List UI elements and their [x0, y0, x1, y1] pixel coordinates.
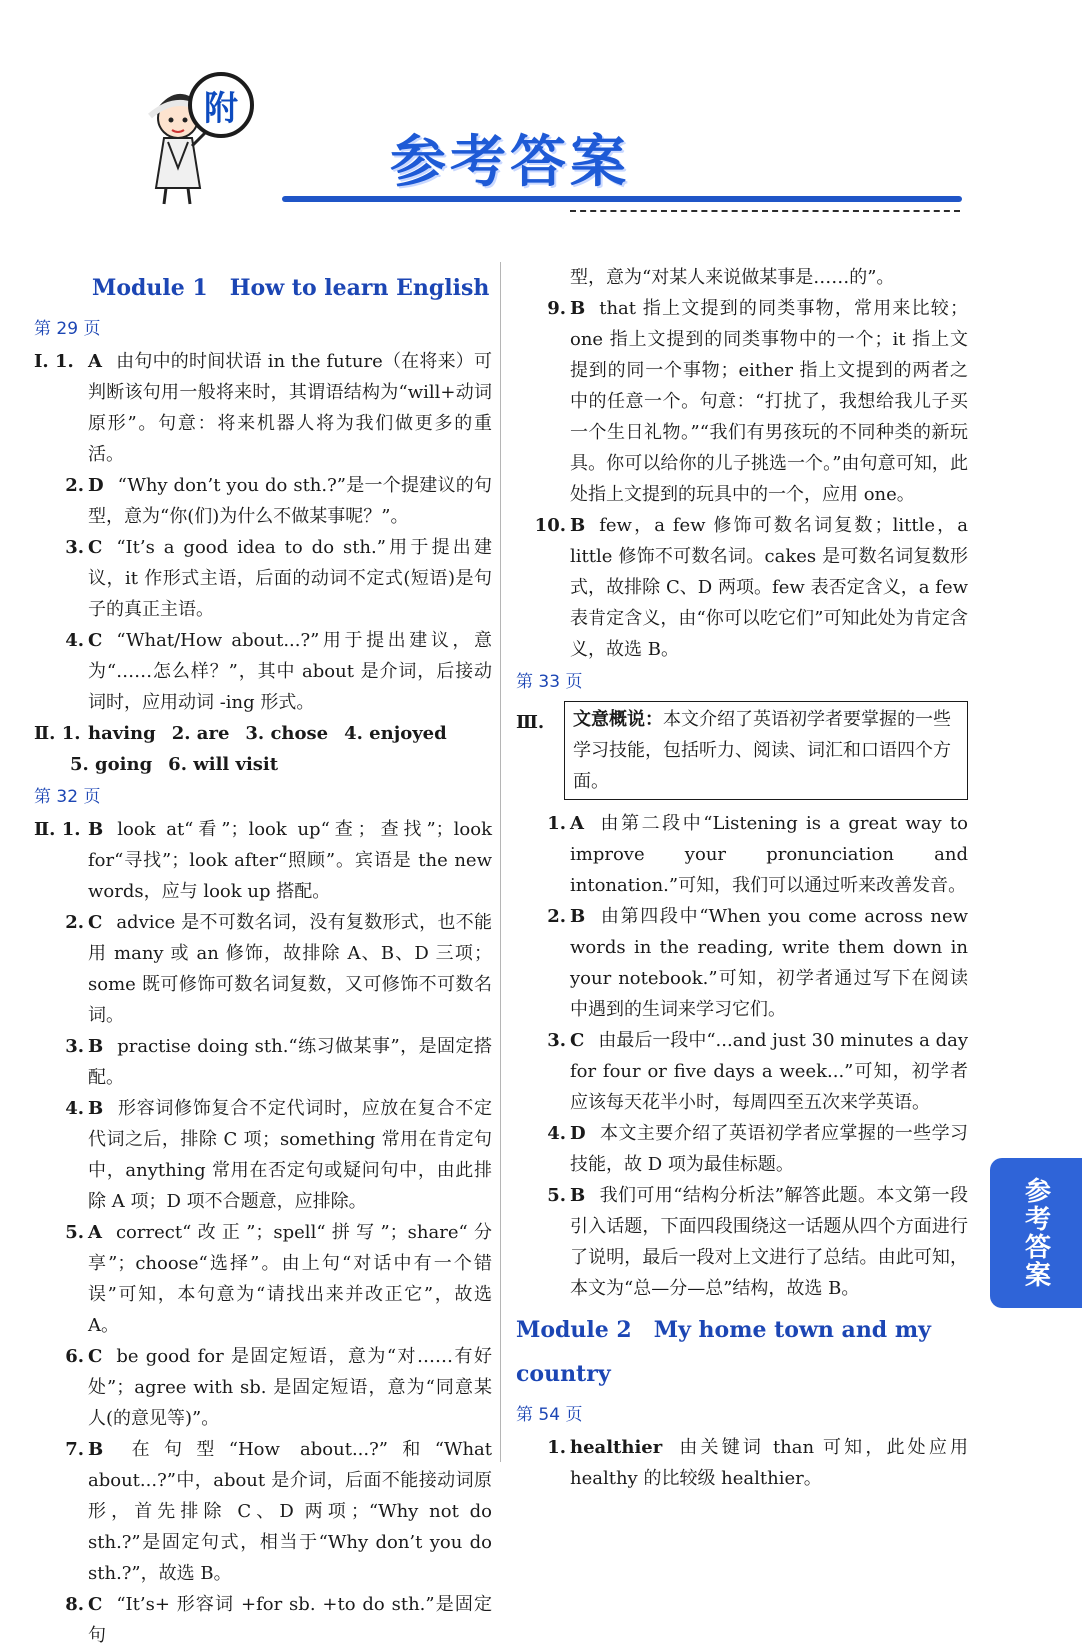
question-number: 5.	[65, 1222, 84, 1243]
module-name: How to learn English	[229, 275, 490, 301]
answer-word: healthier	[570, 1437, 663, 1458]
explanation: 由最后一段中“...and just 30 minutes a day for four or five days a week...”可知，初学者应该每天花半小时，每周四至五次来学英语。	[570, 1030, 968, 1113]
answer-item	[34, 625, 492, 718]
appendix-badge: 附	[188, 72, 254, 138]
page-label-29: 第 29 页	[34, 319, 101, 339]
module-number: Module 1	[92, 275, 208, 301]
question-number: 3.	[65, 1036, 84, 1057]
explanation: 由第二段中“Listening is a great way to improve your pronunciation and intonation.”可知，我们可以通过听来改善发音。	[570, 813, 968, 896]
module-number: Module 2	[516, 1317, 632, 1343]
answer-letter: A	[88, 351, 102, 372]
question-number: 4.	[65, 1098, 84, 1119]
answer-letter: B	[570, 298, 586, 319]
question-number: 10.	[534, 515, 566, 536]
question-number: 3.	[547, 1030, 566, 1051]
explanation: 形容词修饰复合不定代词时，应放在复合不定代词之后，排除 C 项；something 常用在肯定句中，anything 常用在否定句或疑问句中，由此排除 A 项；D 项不合题意，应排除。	[88, 1098, 492, 1212]
column-divider	[500, 262, 501, 1462]
explanation: 型，意为“对某人来说做某事是……的”。	[570, 267, 895, 288]
answer-item	[34, 346, 492, 470]
explanation: 由第四段中“When you come across new words in the reading, write them down in your notebook.”可知，初学者通过写下在阅读中遇到的生词来学习它们。	[570, 906, 968, 1020]
answer-item	[34, 1434, 492, 1589]
answer-item	[516, 1025, 968, 1118]
answer-item	[516, 1118, 968, 1180]
answer-item	[34, 1341, 492, 1434]
explanation: “What/How about...?”用于提出建议，意为“……怎么样？”，其中 about 是介词，后接动词时，应用动词 -ing 形式。	[88, 630, 492, 713]
module-2-title	[516, 1308, 968, 1396]
answer-letter: B	[88, 1098, 104, 1119]
side-tab-label: 参考答案	[1020, 1177, 1051, 1289]
page-label-33: 第 33 页	[516, 672, 583, 692]
answer-letter: C	[88, 912, 103, 933]
question-number: 9.	[547, 298, 566, 319]
explanation: few，a few 修饰可数名词复数；little，a little 修饰不可数名词。cakes 是可数名词复数形式，故排除 C、D 两项。few 表否定含义，a few 表肯定含义，由“你可以吃它们”可知此处为肯定含义，故选 B。	[570, 515, 968, 660]
answer-row	[34, 749, 492, 780]
question-number: 1.	[547, 813, 566, 834]
fill-answer: 2. are	[171, 723, 230, 744]
answer-item	[516, 293, 968, 510]
explanation: 在句型“How about...?”和“What about...?”中，about 是介词，后面不能接动词原形，首先排除 C、D 两项；“Why not do sth.?”是固定句式，相当于“Why don’t you do sth.?”，故选 B。	[88, 1439, 492, 1584]
answer-letter: B	[570, 515, 586, 536]
explanation: that 指上文提到的同类事物，常用来比较；one 指上文提到的同类事物中的一个；it 指上文提到的同一个事物；either 指上文提到的两者之中的任意一个。句意：“打扰了，我想给我儿子买一个生日礼物。”“我们有男孩玩的不同种类的新玩具。你可以给你的儿子挑选一个。”由句意可知，此处指上文提到的玩具中的一个，应用 one。	[570, 298, 968, 505]
title-dashed-rule	[570, 210, 960, 212]
left-column	[34, 262, 492, 1651]
page-header	[0, 0, 1082, 240]
answer-continuation	[516, 262, 968, 293]
explanation: 我们可用“结构分析法”解答此题。本文第一段引入话题，下面四段围绕这一话题从四个方面进行了说明，最后一段对上文进行了总结。由此可知，本文为“总—分—总”结构，故选 B。	[570, 1185, 968, 1299]
answer-item	[34, 1031, 492, 1093]
section-number: Ⅲ.	[516, 712, 545, 733]
explanation: “It’s a good idea to do sth.”用于提出建议，it 作形式主语，后面的动词不定式(短语)是句子的真正主语。	[88, 537, 492, 620]
summary-box	[564, 701, 968, 800]
answer-item	[516, 510, 968, 665]
answer-letter: C	[88, 1594, 103, 1615]
explanation: 由关键词 than 可知，此处应用 healthy 的比较级 healthier。	[570, 1437, 968, 1489]
question-number: 3.	[65, 537, 84, 558]
answer-item	[34, 532, 492, 625]
page-title: 参考答案	[390, 130, 630, 195]
answer-letter: A	[570, 813, 584, 834]
answer-letter: C	[570, 1030, 585, 1051]
fill-answer: 3. chose	[245, 723, 329, 744]
answer-item	[34, 1093, 492, 1217]
answer-item	[516, 1180, 968, 1304]
answer-item	[34, 1217, 492, 1341]
question-number: 4.	[547, 1123, 566, 1144]
answer-letter: C	[88, 630, 103, 651]
answer-item	[34, 470, 492, 532]
explanation: be good for 是固定短语，意为“对……有好处”；agree with sb. 是固定短语，意为“同意某人(的意见等)”。	[88, 1346, 492, 1429]
summary-label: 文意概说：	[573, 709, 663, 730]
fill-answer: 4. enjoyed	[344, 723, 447, 744]
explanation: 由句中的时间状语 in the future（在将来）可判断该句用一般将来时，其谓语结构为“will+动词原形”。句意：将来机器人将为我们做更多的重活。	[88, 351, 492, 465]
page-label-54: 第 54 页	[516, 1405, 583, 1425]
section-number: Ⅱ. 1.	[34, 819, 81, 840]
answer-item	[516, 901, 968, 1025]
explanation: “Why don’t you do sth.?”是一个提建议的句型，意为“你(们)为什么不做某事呢？”。	[88, 475, 492, 527]
question-number: 5.	[547, 1185, 566, 1206]
summary-text: 本文介绍了英语初学者要掌握的一些学习技能，包括听力、阅读、词汇和口语四个方面。	[573, 709, 951, 792]
answer-item	[34, 1589, 492, 1651]
question-number: 8.	[65, 1594, 84, 1615]
section-number: Ⅰ. 1.	[34, 351, 74, 372]
answer-letter: D	[88, 475, 104, 496]
section-number: Ⅱ. 1.	[34, 723, 81, 744]
module-1-title	[34, 266, 492, 310]
fill-answer: 5. going	[70, 754, 153, 775]
answer-item	[516, 808, 968, 901]
answer-item	[34, 718, 492, 749]
answer-letter: C	[88, 537, 103, 558]
explanation: look at“看”；look up“查；查找”；look for“寻找”；look after“照顾”。宾语是 the new words，应与 look up 搭配。	[88, 819, 492, 902]
page-label-32: 第 32 页	[34, 787, 101, 807]
answer-item	[34, 907, 492, 1031]
question-number: 2.	[547, 906, 566, 927]
explanation: correct“改正”；spell“拼写”；share“分享”；choose“选择”。由上句“对话中有一个错误”可知，本句意为“请找出来并改正它”，故选 A。	[88, 1222, 492, 1336]
explanation: “It’s+ 形容词 +for sb. +to do sth.”是固定句	[88, 1594, 492, 1646]
title-rule	[282, 196, 962, 202]
side-tab	[990, 1158, 1082, 1308]
explanation: 本文主要介绍了英语初学者应掌握的一些学习技能，故 D 项为最佳标题。	[570, 1123, 968, 1175]
question-number: 7.	[65, 1439, 84, 1460]
explanation: advice 是不可数名词，没有复数形式，也不能用 many 或 an 修饰，故排除 A、B、D 三项；some 既可修饰可数名词复数，又可修饰不可数名词。	[88, 912, 492, 1026]
answer-letter: B	[88, 1036, 104, 1057]
right-column	[516, 262, 968, 1494]
question-number: 2.	[65, 475, 84, 496]
answer-letter: C	[88, 1346, 103, 1367]
question-number: 4.	[65, 630, 84, 651]
summary-section	[516, 701, 968, 800]
answer-letter: B	[88, 1439, 104, 1460]
answer-letter: A	[88, 1222, 102, 1243]
answer-item	[34, 814, 492, 907]
question-number: 6.	[65, 1346, 84, 1367]
answer-letter: B	[88, 819, 104, 840]
question-number: 2.	[65, 912, 84, 933]
answer-letter: D	[570, 1123, 586, 1144]
answer-item	[516, 1432, 968, 1494]
module-name: My home town and my country	[516, 1317, 931, 1387]
answer-letter: B	[570, 1185, 586, 1206]
fill-answer: 6. will visit	[168, 754, 279, 775]
fill-answer: having	[88, 723, 156, 744]
answer-letter: B	[570, 906, 586, 927]
question-number: 1.	[547, 1437, 566, 1458]
explanation: practise doing sth.“练习做某事”，是固定搭配。	[88, 1036, 492, 1088]
